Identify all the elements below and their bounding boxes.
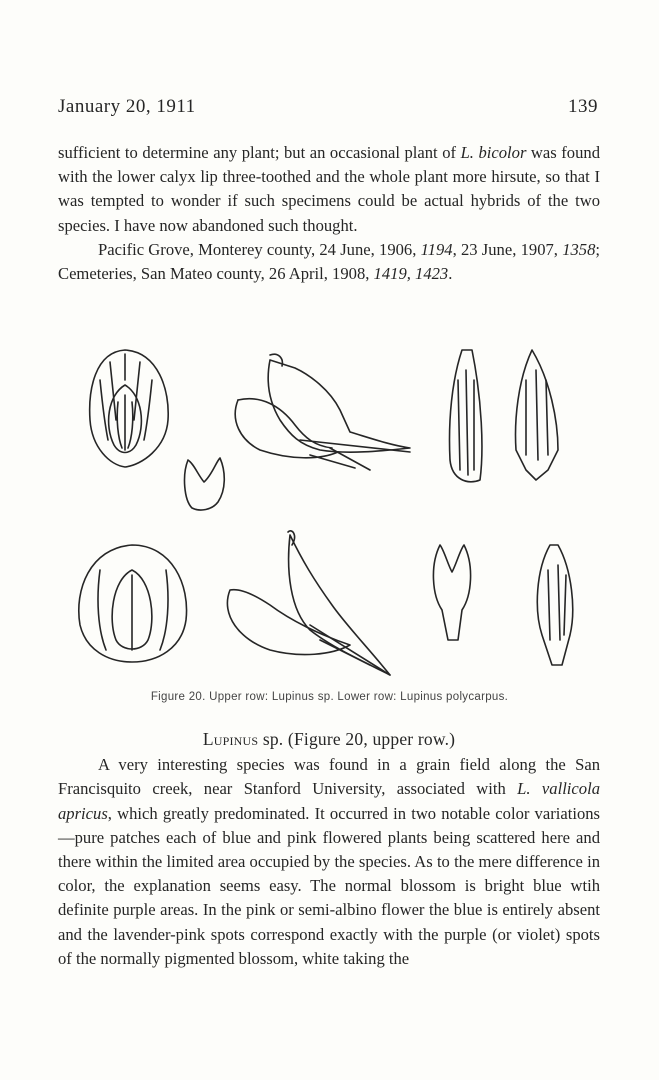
upper-text xyxy=(58,141,600,286)
header-date: January 20, 1911 xyxy=(58,96,196,117)
figure-20 xyxy=(70,340,590,680)
lower-flower-side-view xyxy=(227,531,390,675)
upper-keel-open xyxy=(450,350,482,482)
upper-flower-side-view xyxy=(235,354,410,470)
species-name-bicolor: L. bicolor xyxy=(460,143,527,162)
paragraph-3 xyxy=(58,753,600,971)
upper-calyx-small xyxy=(185,458,225,510)
specimen-number-1194: 1194 xyxy=(420,239,453,259)
section-heading xyxy=(58,727,600,751)
paragraph-1-text-b: was found with the lower calyx lip three-toothed and the whole plant more hirsute, so that I was tempted to wonder if such specimens could be actual hybrids of the two species. I have now abandoned such thought. xyxy=(58,143,600,235)
specimen-numbers-1419-1423: 1419, 1423 xyxy=(373,264,449,284)
paragraph-1 xyxy=(58,141,600,238)
specimen-number-1358: 1358 xyxy=(562,239,596,259)
paragraph-2-text-b: , 23 June, 1907, xyxy=(452,239,563,259)
paragraph-3-text-a: A very interesting species was found in a grain field along the San Francisquito creek, near Stanford University, associated with xyxy=(58,755,600,799)
page-number: 139 xyxy=(568,96,598,117)
species-name-vallicola: L. vallicola apricus xyxy=(58,779,600,823)
paragraph-3-text-b: , which greatly predominated. It occurred in two notable color variations—pure patches each of blue and pink flowered plants being scattered here and there within the limited area occupied by the species. As to the mere difference in color, the explanation seems easy. The normal blossom is bright blue wtih definite purple areas. In the pink or semi-albino flower the blue is entirely absent and the lavender-pink spots correspond exactly with the purple (or violet) spots of the normally pigmented blossom, white taking the xyxy=(58,803,600,968)
lower-keel xyxy=(537,545,572,665)
section-heading-genus: Lupinus xyxy=(202,729,259,749)
lower-text xyxy=(58,727,600,971)
section-heading-rest: sp. (Figure 20, upper row.) xyxy=(258,729,456,749)
upper-keel-closed xyxy=(516,350,558,480)
figure-caption: Figure 20. Upper row: Lupinus sp. Lower row: Lupinus polycarpus. xyxy=(150,691,509,703)
paragraph-2-text-d: . xyxy=(448,264,453,284)
lupine-flower-drawings xyxy=(70,340,590,680)
lower-calyx xyxy=(433,545,470,640)
lower-flower-front-view xyxy=(79,545,187,662)
paragraph-1-text-a: sufficient to determine any plant; but an occasional plant of xyxy=(58,143,461,162)
paragraph-2 xyxy=(58,238,600,286)
upper-flower-front-view xyxy=(90,350,169,467)
paragraph-2-text-c: ; Cemeteries, San Mateo county, 26 April, 1908, xyxy=(58,239,600,284)
paragraph-2-text-a: Pacific Grove, Monterey county, 24 June, 1906, xyxy=(98,239,421,259)
